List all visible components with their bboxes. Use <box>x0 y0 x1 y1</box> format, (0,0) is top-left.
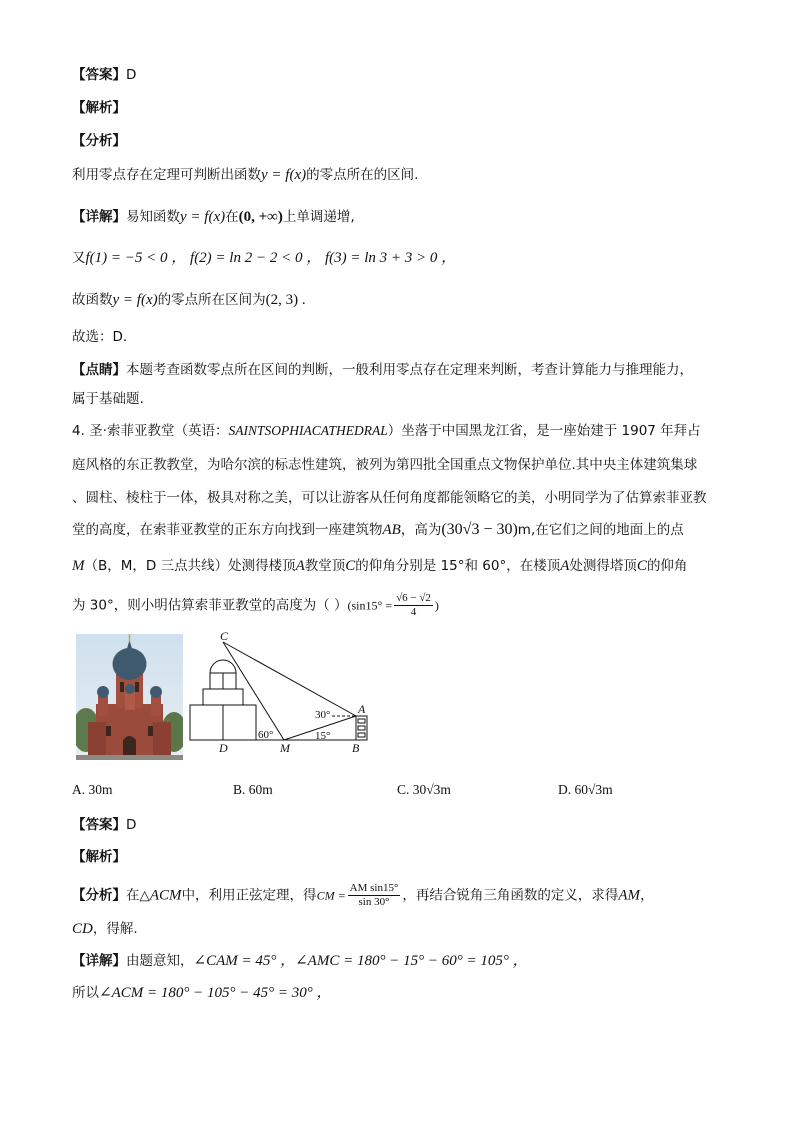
fenxi-text: 在△ <box>126 887 150 904</box>
suoyi-math: ∠ACM = 180° − 105° − 45° = 30° ， <box>99 985 332 1001</box>
cathedral-photo <box>76 634 183 760</box>
answer-value: D <box>126 67 137 83</box>
answer-value: D <box>126 817 137 833</box>
q4-text: ，高为 <box>400 522 442 538</box>
q4-text: 庭风格的东正教教堂，为哈尔滨的标志性建筑，被列为第四批全国重点文物保护单位.其中央主体建筑集球 <box>72 457 698 473</box>
angle-60-label: 60° <box>258 729 274 741</box>
gu-math: y = f(x) <box>112 292 158 308</box>
analysis-heading-1 <box>72 98 126 118</box>
angle-15-label: 15° <box>315 730 331 742</box>
q4-var: A <box>560 558 570 574</box>
q4-sin-close: ) <box>434 598 439 613</box>
q4-var: C <box>636 558 647 574</box>
xiangjie-line-1 <box>72 207 355 227</box>
q4-line-4 <box>72 520 684 540</box>
answer-line-1 <box>72 65 136 85</box>
q4-sin-denominator: 4 <box>410 606 417 618</box>
fenxi-line-2b <box>72 919 138 939</box>
xiangjie-text: 上单调递增, <box>282 209 355 225</box>
you-math: f(1) = −5 < 0 ， f(2) = ln 2 − 2 < 0 ， f(3) = ln 3 + 3 > 0 ， <box>85 250 457 266</box>
gu-interval: (2, 3) . <box>265 292 306 308</box>
gu-text: 故函数 <box>72 292 113 308</box>
xiangjie-tag: 【详解】 <box>72 209 126 225</box>
q4-sin-fraction <box>394 592 433 619</box>
label-c: C <box>220 629 229 643</box>
label-a: A <box>358 702 366 716</box>
fenxi-cm: CM = <box>316 888 346 903</box>
option-b: B. 60m <box>233 782 273 797</box>
building-window <box>358 719 365 723</box>
option-d: D. 60√3m <box>558 782 613 797</box>
answer-tag: 【答案】 <box>72 817 126 833</box>
fenxi-text-1 <box>72 165 418 185</box>
fenxi-fraction <box>348 882 401 909</box>
suoyi-text: 所以 <box>72 985 99 1001</box>
xiangjie-text: 在 <box>225 209 239 225</box>
q4-text: 堂的高度，在索菲亚教堂的正东方向找到一座建筑物 <box>72 522 383 538</box>
analysis-heading-2 <box>72 847 126 867</box>
q4-text: 为 30°，则小明估算索菲亚教堂的高度为（ ） <box>72 597 348 614</box>
fenxi-denominator: sin 30° <box>358 896 390 908</box>
fenxi-math: y = f(x) <box>261 167 307 183</box>
guxuan-text: 故选：D. <box>72 329 128 345</box>
fenxi-numerator: AM sin15° <box>349 882 399 894</box>
fenxi-tag: 【分析】 <box>72 887 126 904</box>
q4-line-2 <box>72 455 697 475</box>
xiangjie-text: 易知函数 <box>126 209 180 225</box>
cathedral-photo-image <box>76 634 183 760</box>
label-m: M <box>280 741 290 755</box>
gu-line <box>72 290 306 310</box>
q4-var: M <box>72 558 85 574</box>
q4-text: 的仰角 <box>646 558 688 574</box>
fenxi-text: ，再结合锐角三角函数的定义，求得 <box>402 887 619 904</box>
dianjing-tag: 【点睛】 <box>72 362 126 378</box>
line-cm <box>223 642 284 740</box>
q4-var: A <box>295 558 305 574</box>
xiangjie-math: y = f(x) <box>180 209 226 225</box>
q4-text: 教堂顶 <box>304 558 346 574</box>
xiangjie-math: ∠CAM = 45° ，∠AMC = 180° − 15° − 60° = 105° ， <box>193 953 528 969</box>
building-window <box>358 733 365 737</box>
fenxi-cd: CD <box>72 921 93 937</box>
q4-sin-numerator: √6 − √2 <box>396 592 431 604</box>
you-line <box>72 248 456 268</box>
fenxi-heading-1 <box>72 131 126 151</box>
q4-text: ）坐落于中国黑龙江省，是一座始建于 1907 年拜占 <box>387 423 701 439</box>
label-b: B <box>352 741 360 755</box>
q4-english-name: SAINTSOPHIACATHEDRAL <box>228 423 388 438</box>
dianjing-text: 属于基础题. <box>72 391 144 407</box>
q4-line-5 <box>72 556 687 576</box>
q4-text: 4. 圣·索菲亚教堂（英语： <box>72 423 229 439</box>
church-dome <box>210 660 236 673</box>
angle-30-label: 30° <box>315 709 331 721</box>
analysis-tag: 【解析】 <box>72 100 126 116</box>
xiangjie-tag: 【详解】 <box>72 953 126 969</box>
q4-text: 、圆柱、棱柱于一体，极具对称之美，可以让游客从任何角度都能领略它的美，小明同学为了估算索菲亚教 <box>72 490 707 506</box>
dianjing-line-2 <box>72 389 144 409</box>
q4-line-3 <box>72 488 707 508</box>
answer-tag: 【答案】 <box>72 67 126 83</box>
xiangjie-text: 由题意知， <box>126 953 194 969</box>
q4-ab: AB <box>382 522 401 538</box>
fenxi-am: AM <box>618 887 641 904</box>
guxuan-line <box>72 327 127 347</box>
fenxi-text: ，得解. <box>92 921 138 937</box>
xiangjie-line-2 <box>72 951 528 971</box>
you-prefix: 又 <box>72 250 86 266</box>
q4-text: （B，M，D 三点共线）处测得楼顶 <box>84 558 296 574</box>
q4-text: 处测得塔顶 <box>569 558 637 574</box>
geometry-diagram <box>185 628 375 758</box>
dianjing-line-1 <box>72 360 693 380</box>
fenxi-line-2 <box>72 882 654 909</box>
option-a: A. 30m <box>72 782 113 797</box>
suoyi-line <box>72 983 331 1003</box>
fenxi-tag: 【分析】 <box>72 133 126 149</box>
gu-text: 的零点所在区间为 <box>157 292 266 308</box>
fenxi-math: ACM <box>149 887 182 904</box>
answer-line-2 <box>72 815 136 835</box>
dianjing-text: 本题考查函数零点所在区间的判断，一般利用零点存在定理来判断，考查计算能力与推理能力， <box>126 362 693 378</box>
xiangjie-interval: (0, +∞) <box>238 209 283 225</box>
q4-height-math: (30√3 − 30) <box>441 521 518 538</box>
building-window <box>358 726 365 730</box>
q4-line-1 <box>72 421 701 441</box>
fenxi-text: ， <box>640 887 654 904</box>
q4-line-6 <box>72 592 439 619</box>
church-middle <box>203 689 243 705</box>
fenxi-text-part: 利用零点存在定理可判断出函数 <box>72 167 261 183</box>
q4-var: C <box>345 558 356 574</box>
label-d: D <box>219 741 228 755</box>
q4-sin-text: (sin15° = <box>347 598 393 613</box>
fenxi-text: 中，利用正弦定理，得 <box>181 887 317 904</box>
q4-text: 的仰角分别是 15°和 60°，在楼顶 <box>355 558 561 574</box>
option-c: C. 30√3m <box>397 782 451 797</box>
q4-text: m,在它们之间的地面上的点 <box>517 522 684 538</box>
analysis-tag: 【解析】 <box>72 849 126 865</box>
fenxi-text-part: 的零点所在的区间. <box>306 167 419 183</box>
